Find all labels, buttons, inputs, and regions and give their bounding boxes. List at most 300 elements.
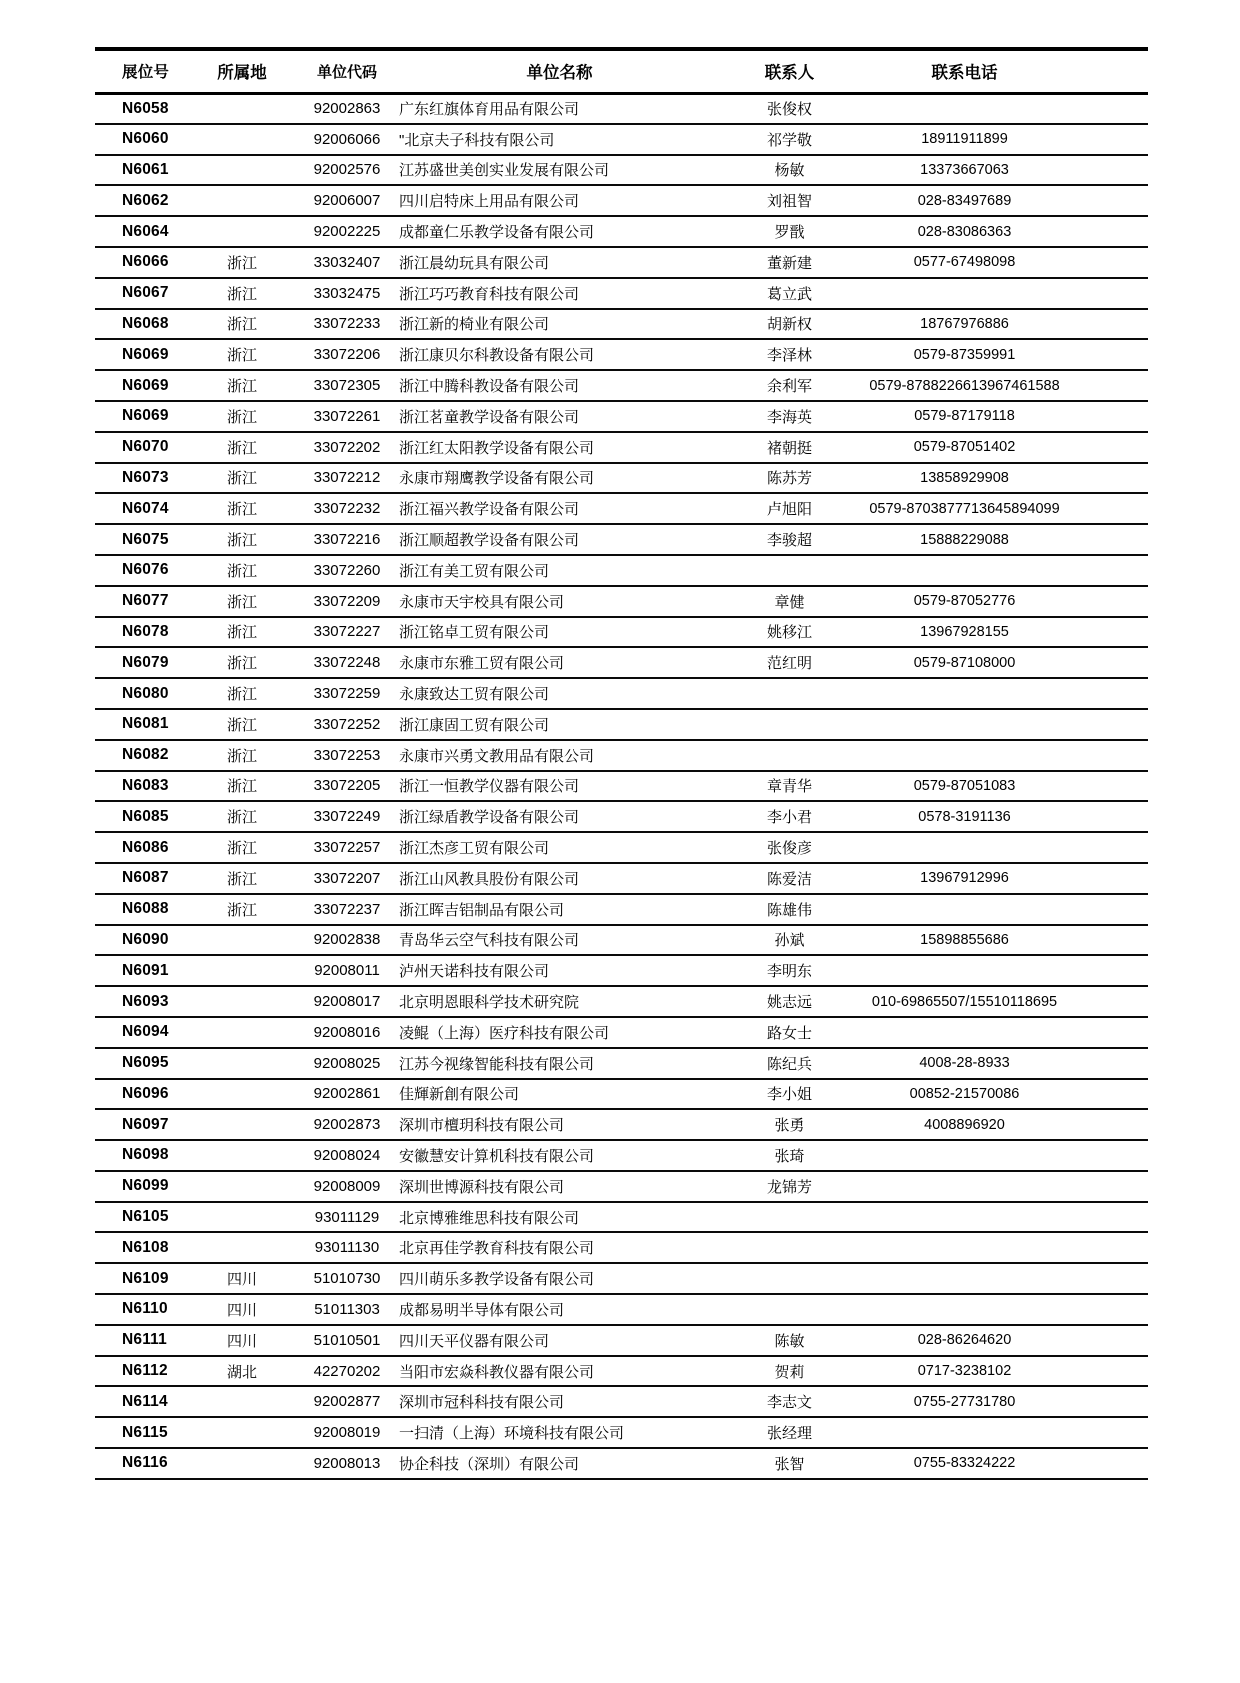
table-row [95, 1048, 1148, 1079]
company-code-cell: 33072249 [313, 808, 381, 826]
company-code-cell: 33072233 [313, 315, 381, 333]
region-cell [187, 955, 297, 986]
company-name-cell: 浙江山风教具股份有限公司 [399, 870, 580, 888]
contact-phone-cell [857, 1017, 1148, 1048]
company-name-cell: 浙江康固工贸有限公司 [399, 716, 550, 734]
table-row [95, 709, 1148, 740]
table-row [95, 1386, 1148, 1417]
table-row [95, 1171, 1148, 1202]
table-row [95, 801, 1148, 832]
company-code-cell: 33032475 [313, 284, 381, 302]
booth-number-cell: N6114 [122, 1392, 168, 1410]
table-row [95, 955, 1148, 986]
booth-number-cell: N6086 [122, 838, 169, 856]
booth-number-cell: N6108 [122, 1238, 169, 1256]
table-row [95, 339, 1148, 370]
contact-phone-cell [857, 1171, 1148, 1202]
company-name-cell: 四川启特床上用品有限公司 [399, 193, 580, 211]
column-header-contact-phone: 联系电话 [931, 64, 998, 83]
table-row [95, 309, 1148, 340]
region-cell: 浙江 [226, 439, 257, 457]
exhibitor-list-page [95, 47, 1148, 1480]
contact-phone-cell [857, 1140, 1148, 1171]
region-cell [187, 1079, 297, 1110]
company-code-cell: 92008011 [314, 962, 380, 980]
booth-number-cell: N6088 [122, 900, 169, 918]
region-cell: 浙江 [226, 686, 257, 704]
company-code-cell: 33072253 [313, 746, 381, 764]
table-row [95, 740, 1148, 771]
region-cell: 浙江 [226, 778, 257, 796]
table-row [95, 586, 1148, 617]
region-cell: 浙江 [226, 901, 257, 919]
contact-person-cell: 龙锦芳 [766, 1178, 812, 1196]
company-code-cell: 33072205 [313, 777, 381, 795]
contact-person-cell: 章青华 [766, 778, 812, 796]
booth-number-cell: N6112 [122, 1362, 168, 1380]
contact-phone-cell: 028-83497689 [917, 192, 1012, 209]
table-row [95, 678, 1148, 709]
booth-number-cell: N6109 [122, 1269, 169, 1287]
contact-phone-cell: 0579-87052776 [913, 593, 1016, 610]
company-name-cell: "北京夫子科技有限公司 [399, 131, 555, 149]
company-name-cell: 永康致达工贸有限公司 [399, 686, 550, 704]
company-name-cell: 永康市兴勇文教用品有限公司 [399, 747, 595, 765]
table-row [95, 124, 1148, 155]
booth-number-cell: N6066 [122, 253, 169, 271]
contact-person-cell: 董新建 [766, 254, 812, 272]
company-code-cell: 33072227 [313, 623, 381, 641]
table-row [95, 1140, 1148, 1171]
region-cell: 浙江 [226, 624, 257, 642]
company-code-cell: 92002576 [313, 161, 381, 179]
company-name-cell: 浙江茗童教学设备有限公司 [399, 408, 580, 426]
booth-number-cell: N6110 [122, 1300, 168, 1318]
contact-person-cell: 章健 [774, 593, 805, 611]
contact-phone-cell: 13967928155 [920, 623, 1009, 640]
region-cell [187, 124, 297, 155]
company-code-cell: 93011129 [314, 1208, 380, 1226]
contact-person-cell: 胡新权 [766, 316, 812, 334]
contact-phone-cell: 028-83086363 [917, 223, 1012, 240]
booth-number-cell: N6080 [122, 684, 169, 702]
company-code-cell: 33072207 [313, 869, 381, 887]
region-cell: 浙江 [226, 716, 257, 734]
table-row [95, 463, 1148, 494]
contact-phone-cell: 0755-27731780 [913, 1393, 1016, 1410]
contact-person-cell [722, 1232, 857, 1263]
contact-phone-cell [857, 1202, 1148, 1233]
table-row [95, 832, 1148, 863]
contact-person-cell: 张琦 [774, 1147, 805, 1165]
booth-number-cell: N6116 [122, 1454, 168, 1472]
table-row [95, 1109, 1148, 1140]
table-row [95, 278, 1148, 309]
company-code-cell: 33032407 [313, 253, 381, 271]
contact-person-cell: 李明东 [766, 963, 812, 981]
table-row [95, 617, 1148, 648]
company-code-cell: 33072261 [313, 407, 381, 425]
contact-phone-cell: 15898855686 [920, 931, 1009, 948]
table-body [95, 93, 1148, 1479]
table-row [95, 1448, 1148, 1479]
company-name-cell: 深圳世博源科技有限公司 [399, 1178, 565, 1196]
company-code-cell: 92002873 [313, 1116, 381, 1134]
booth-number-cell: N6083 [122, 776, 169, 794]
region-cell: 四川 [226, 1332, 257, 1350]
column-header-contact-person: 联系人 [764, 64, 815, 83]
contact-phone-cell: 0579-87108000 [913, 654, 1016, 671]
company-code-cell: 92002877 [313, 1393, 381, 1411]
region-cell [187, 1386, 297, 1417]
contact-person-cell: 陈雄伟 [766, 901, 812, 919]
contact-person-cell: 贺莉 [774, 1363, 805, 1381]
company-code-cell: 33072237 [313, 900, 381, 918]
company-name-cell: 深圳市冠科科技有限公司 [399, 1394, 565, 1412]
region-cell: 四川 [226, 1301, 257, 1319]
company-name-cell: 浙江有美工贸有限公司 [399, 562, 550, 580]
table-row [95, 1294, 1148, 1325]
contact-phone-cell [857, 93, 1148, 124]
contact-phone-cell [857, 709, 1148, 740]
company-code-cell: 92008016 [313, 1023, 381, 1041]
table-row [95, 1417, 1148, 1448]
region-cell: 浙江 [226, 501, 257, 519]
company-code-cell: 33072305 [313, 377, 381, 395]
company-code-cell: 33072248 [313, 654, 381, 672]
table-row [95, 401, 1148, 432]
booth-number-cell: N6093 [122, 992, 169, 1010]
company-code-cell: 33072260 [313, 561, 381, 579]
company-name-cell: 浙江顺超教学设备有限公司 [399, 532, 580, 550]
company-code-cell: 92008013 [313, 1454, 381, 1472]
contact-person-cell: 张俊彦 [766, 840, 812, 858]
contact-person-cell: 李海英 [766, 408, 812, 426]
contact-phone-cell: 0578-3191136 [918, 808, 1011, 825]
company-name-cell: 四川天平仪器有限公司 [399, 1332, 550, 1350]
header-row [95, 49, 1148, 93]
contact-phone-cell [857, 1294, 1148, 1325]
company-name-cell: 浙江晨幼玩具有限公司 [399, 254, 550, 272]
contact-person-cell: 张俊权 [766, 101, 812, 119]
region-cell: 浙江 [226, 562, 257, 580]
booth-number-cell: N6075 [122, 530, 169, 548]
company-name-cell: 凌鲲（上海）医疗科技有限公司 [399, 1024, 610, 1042]
contact-phone-cell: 0717-3238102 [917, 1363, 1012, 1380]
contact-phone-cell: 0579-8788226613967461588 [869, 377, 1060, 394]
table-row [95, 185, 1148, 216]
table-row [95, 247, 1148, 278]
table-row [95, 1263, 1148, 1294]
contact-phone-cell: 13967912996 [920, 870, 1009, 887]
contact-phone-cell: 13858929908 [920, 469, 1009, 486]
table-row [95, 432, 1148, 463]
table-row [95, 986, 1148, 1017]
contact-person-cell: 祁学敬 [766, 131, 812, 149]
company-code-cell: 93011130 [314, 1239, 380, 1257]
company-name-cell: 浙江新的椅业有限公司 [399, 316, 550, 334]
contact-person-cell [722, 555, 857, 586]
contact-phone-cell: 0577-67498098 [913, 254, 1016, 271]
booth-number-cell: N6087 [122, 869, 169, 887]
region-cell: 浙江 [226, 316, 257, 334]
region-cell: 浙江 [226, 870, 257, 888]
company-name-cell: 浙江巧巧教育科技有限公司 [399, 285, 580, 303]
contact-phone-cell [857, 1232, 1148, 1263]
company-code-cell: 33072259 [313, 685, 381, 703]
contact-phone-cell [857, 740, 1148, 771]
booth-number-cell: N6078 [122, 622, 169, 640]
company-code-cell: 51010730 [313, 1270, 381, 1288]
table-row [95, 1325, 1148, 1356]
table-row [95, 1356, 1148, 1387]
contact-phone-cell: 010-69865507/15510118695 [871, 993, 1058, 1010]
table-row [95, 647, 1148, 678]
contact-phone-cell: 13373667063 [920, 161, 1009, 178]
company-code-cell: 33072252 [313, 715, 381, 733]
company-code-cell: 33072209 [313, 592, 381, 610]
company-code-cell: 92008025 [313, 1054, 381, 1072]
region-cell [187, 93, 297, 124]
booth-number-cell: N6073 [122, 468, 169, 486]
contact-person-cell: 余利军 [766, 378, 812, 396]
contact-person-cell: 张经理 [766, 1425, 812, 1443]
contact-phone-cell: 0579-87051083 [913, 777, 1016, 794]
contact-phone-cell: 18911911899 [921, 131, 1008, 148]
column-header-region: 所属地 [217, 64, 267, 83]
region-cell: 浙江 [226, 747, 257, 765]
booth-number-cell: N6069 [122, 407, 169, 425]
company-name-cell: 一扫清（上海）环境科技有限公司 [399, 1425, 625, 1443]
contact-person-cell: 陈爱洁 [766, 870, 812, 888]
contact-person-cell: 刘祖智 [766, 193, 812, 211]
company-code-cell: 33072212 [313, 469, 381, 487]
contact-person-cell: 路女士 [766, 1024, 812, 1042]
booth-number-cell: N6098 [122, 1146, 169, 1164]
booth-number-cell: N6061 [122, 160, 169, 178]
table-row [95, 155, 1148, 186]
contact-person-cell: 葛立武 [766, 285, 812, 303]
company-name-cell: 浙江一恒教学仪器有限公司 [399, 778, 580, 796]
contact-person-cell [722, 1263, 857, 1294]
contact-phone-cell: 4008-28-8933 [919, 1055, 1010, 1072]
contact-person-cell [722, 1294, 857, 1325]
company-code-cell: 33072232 [313, 500, 381, 518]
region-cell: 湖北 [226, 1363, 257, 1381]
contact-phone-cell [857, 894, 1148, 925]
region-cell: 浙江 [226, 254, 257, 272]
contact-phone-cell: 0579-8703877713645894099 [869, 500, 1060, 517]
contact-person-cell: 陈纪兵 [766, 1055, 812, 1073]
company-name-cell: 永康市天宇校具有限公司 [399, 593, 565, 611]
contact-person-cell: 陈苏芳 [766, 470, 812, 488]
company-code-cell: 92008024 [313, 1146, 381, 1164]
company-name-cell: 当阳市宏焱科教仪器有限公司 [399, 1363, 595, 1381]
contact-person-cell [722, 740, 857, 771]
company-code-cell: 51010501 [313, 1331, 381, 1349]
contact-phone-cell [857, 1417, 1148, 1448]
company-name-cell: 协企科技（深圳）有限公司 [399, 1455, 580, 1473]
booth-number-cell: N6070 [122, 438, 169, 456]
booth-number-cell: N6058 [122, 99, 169, 117]
company-name-cell: 永康市东雅工贸有限公司 [399, 655, 565, 673]
contact-phone-cell [857, 678, 1148, 709]
company-code-cell: 42270202 [313, 1362, 381, 1380]
company-name-cell: 浙江晖吉铝制品有限公司 [399, 901, 565, 919]
exhibitor-table [95, 47, 1148, 1480]
contact-person-cell: 李骏超 [766, 532, 812, 550]
booth-number-cell: N6079 [122, 653, 169, 671]
region-cell: 浙江 [226, 593, 257, 611]
contact-phone-cell: 028-86264620 [917, 1332, 1012, 1349]
table-row [95, 370, 1148, 401]
booth-number-cell: N6096 [122, 1084, 169, 1102]
region-cell [187, 1448, 297, 1479]
contact-person-cell: 张智 [774, 1455, 805, 1473]
contact-person-cell [722, 1202, 857, 1233]
booth-number-cell: N6082 [122, 746, 169, 764]
company-code-cell: 92002225 [313, 223, 381, 241]
region-cell [187, 1232, 297, 1263]
region-cell [187, 1417, 297, 1448]
contact-person-cell: 李小君 [766, 809, 812, 827]
contact-person-cell: 张勇 [774, 1117, 805, 1135]
contact-phone-cell [857, 832, 1148, 863]
column-header-company-code: 单位代码 [316, 63, 377, 81]
company-name-cell: 浙江康贝尔科教设备有限公司 [399, 347, 595, 365]
contact-person-cell: 范红明 [766, 655, 812, 673]
region-cell [187, 986, 297, 1017]
region-cell [187, 1171, 297, 1202]
company-name-cell: 北京再佳学教育科技有限公司 [399, 1240, 595, 1258]
booth-number-cell: N6067 [122, 284, 169, 302]
company-name-cell: 泸州天诺科技有限公司 [399, 963, 550, 981]
region-cell [187, 155, 297, 186]
region-cell: 浙江 [226, 809, 257, 827]
contact-phone-cell [857, 1263, 1148, 1294]
region-cell [187, 1048, 297, 1079]
contact-phone-cell: 00852-21570086 [909, 1085, 1020, 1102]
table-row [95, 1232, 1148, 1263]
company-code-cell: 33072206 [313, 346, 381, 364]
company-code-cell: 33072202 [313, 438, 381, 456]
contact-person-cell: 杨敏 [774, 162, 805, 180]
booth-number-cell: N6081 [122, 715, 169, 733]
contact-phone-cell: 0755-83324222 [913, 1455, 1016, 1472]
company-name-cell: 北京博雅维思科技有限公司 [399, 1209, 580, 1227]
contact-phone-cell: 18767976886 [920, 315, 1009, 332]
table-row [95, 863, 1148, 894]
region-cell: 四川 [226, 1271, 257, 1289]
region-cell: 浙江 [226, 347, 257, 365]
region-cell [187, 1202, 297, 1233]
table-row [95, 771, 1148, 802]
booth-number-cell: N6105 [122, 1208, 169, 1226]
contact-person-cell [722, 709, 857, 740]
company-name-cell: 浙江绿盾教学设备有限公司 [399, 809, 580, 827]
contact-phone-cell: 0579-87051402 [913, 439, 1016, 456]
booth-number-cell: N6077 [122, 592, 169, 610]
contact-person-cell: 李小姐 [766, 1086, 812, 1104]
contact-person-cell: 陈敏 [774, 1332, 805, 1350]
booth-number-cell: N6094 [122, 1023, 169, 1041]
company-name-cell: 北京明恩眼科学技术研究院 [399, 994, 580, 1011]
table-row [95, 93, 1148, 124]
company-name-cell: 青岛华云空气科技有限公司 [399, 932, 580, 950]
table-row [95, 555, 1148, 586]
company-code-cell: 33072257 [313, 839, 381, 857]
column-header-booth-number: 展位号 [122, 64, 170, 82]
booth-number-cell: N6060 [122, 130, 169, 148]
company-code-cell: 92002861 [313, 1085, 381, 1103]
company-name-cell: 永康市翔鹰教学设备有限公司 [399, 470, 595, 488]
company-name-cell: 浙江中腾科教设备有限公司 [399, 378, 580, 396]
company-name-cell: 成都易明半导体有限公司 [399, 1301, 565, 1319]
company-name-cell: 广东红旗体育用品有限公司 [399, 101, 580, 119]
table-header [95, 49, 1148, 93]
company-code-cell: 33072216 [313, 531, 381, 549]
company-name-cell: 江苏盛世美创实业发展有限公司 [399, 162, 610, 180]
region-cell: 浙江 [226, 285, 257, 303]
booth-number-cell: N6085 [122, 807, 169, 825]
region-cell [187, 185, 297, 216]
booth-number-cell: N6097 [122, 1115, 169, 1133]
region-cell [187, 1140, 297, 1171]
region-cell [187, 925, 297, 956]
company-name-cell: 安徽慧安计算机科技有限公司 [399, 1147, 595, 1165]
contact-phone-cell: 4008896920 [924, 1116, 1005, 1133]
region-cell: 浙江 [226, 532, 257, 550]
booth-number-cell: N6062 [122, 191, 169, 209]
table-row [95, 1202, 1148, 1233]
booth-number-cell: N6091 [122, 961, 169, 979]
contact-person-cell: 卢旭阳 [766, 501, 812, 519]
contact-person-cell: 罗戬 [774, 224, 805, 242]
region-cell [187, 1017, 297, 1048]
contact-phone-cell: 15888229088 [920, 531, 1009, 548]
booth-number-cell: N6115 [122, 1423, 168, 1441]
table-row [95, 216, 1148, 247]
company-code-cell: 51011303 [314, 1300, 380, 1318]
company-code-cell: 92008009 [313, 1177, 381, 1195]
table-row [95, 524, 1148, 555]
company-name-cell: 四川萌乐多教学设备有限公司 [399, 1271, 595, 1289]
contact-phone-cell: 0579-87179118 [914, 408, 1015, 425]
company-code-cell: 92002838 [313, 931, 381, 949]
table-row [95, 493, 1148, 524]
contact-person-cell: 孙斌 [774, 932, 805, 950]
contact-phone-cell [857, 555, 1148, 586]
contact-person-cell [722, 678, 857, 709]
contact-person-cell: 姚志远 [766, 994, 812, 1011]
booth-number-cell: N6090 [122, 930, 169, 948]
table-row [95, 894, 1148, 925]
contact-person-cell: 姚移江 [766, 624, 812, 642]
company-name-cell: 佳輝新創有限公司 [399, 1086, 520, 1104]
table-row [95, 925, 1148, 956]
contact-phone-cell: 0579-87359991 [913, 346, 1016, 363]
table-row [95, 1079, 1148, 1110]
company-code-cell: 92006007 [313, 192, 381, 210]
contact-person-cell: 褚朝挺 [766, 439, 812, 457]
column-header-company-name: 单位名称 [526, 64, 593, 83]
company-name-cell: 浙江铭卓工贸有限公司 [399, 624, 550, 642]
region-cell: 浙江 [226, 470, 257, 488]
company-name-cell: 浙江红太阳教学设备有限公司 [399, 439, 595, 457]
booth-number-cell: N6068 [122, 314, 169, 332]
booth-number-cell: N6074 [122, 499, 169, 517]
company-code-cell: 92006066 [313, 130, 381, 148]
